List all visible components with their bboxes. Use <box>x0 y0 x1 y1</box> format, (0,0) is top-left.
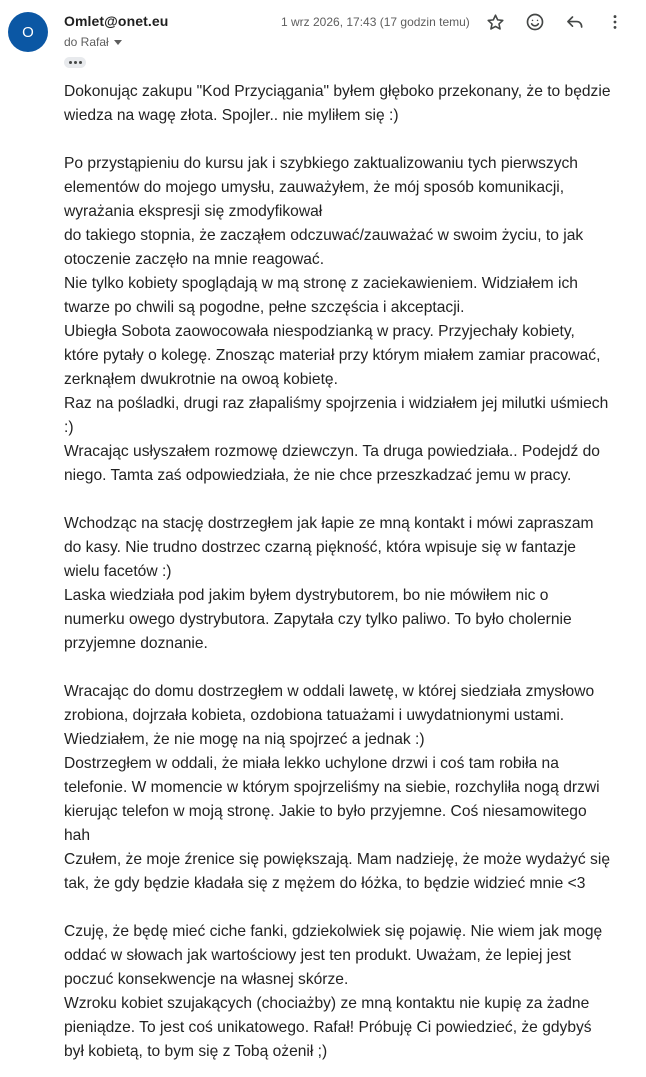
body-line: wielu facetów :) <box>64 563 172 580</box>
caret-down-icon <box>114 40 122 45</box>
body-line: numerku owego dystrybutora. Zapytała czy tylko paliwo. To było cholernie <box>64 611 572 628</box>
star-icon[interactable] <box>483 10 507 34</box>
dot <box>74 61 77 64</box>
body-line: Po przystąpieniu do kursu jak i szybkiego zaktualizowaniu tych pierwszych <box>64 155 578 172</box>
body-line: Wracając do domu dostrzegłem w oddali lawetę, w której siedziała zmysłowo <box>64 683 595 700</box>
body-line: wyrażania ekspresji się zmodyfikował <box>64 203 323 220</box>
message-body <box>64 80 634 1064</box>
body-line: Wzroku kobiet szujakących (chociażby) ze mną kontaktu nie kupię za żadne <box>64 995 590 1012</box>
paragraph <box>64 920 634 1064</box>
body-line: telefonie. W momencie w którym spojrzeliśmy na siebie, rozchyliła nogą drzwi <box>64 779 600 796</box>
body-line: przyjemne doznanie. <box>64 635 208 652</box>
paragraph <box>64 512 634 656</box>
reply-icon[interactable] <box>563 10 587 34</box>
paragraph <box>64 152 634 488</box>
body-line: otoczenie zaczęło na mnie reagować. <box>64 251 325 268</box>
sender-avatar[interactable]: O <box>8 12 48 52</box>
body-line: hah <box>64 827 91 844</box>
dot <box>69 61 72 64</box>
body-line: poczuć konsekwencje na własnej skórze. <box>64 971 349 988</box>
body-line: :) <box>64 419 74 436</box>
body-line: kierując telefon w moją stronę. Jakie to było przyjemne. Coś niesamowitego <box>64 803 587 820</box>
body-line: Raz na pośladki, drugi raz złapaliśmy spojrzenia i widziałem jej milutki uśmiech <box>64 395 609 412</box>
paragraph <box>64 680 634 896</box>
paragraph <box>64 80 634 128</box>
body-line: Dostrzegłem w oddali, że miała lekko uchylone drzwi i coś tam robiła na <box>64 755 559 772</box>
body-line: zrobiona, dojrzała kobieta, ozdobiona tatuażami i uwydatnionymi ustami. <box>64 707 565 724</box>
body-line: oddać w słowach jak wartościowy jest ten produkt. Uważam, że lepiej jest <box>64 947 572 964</box>
body-line: był kobietą, to bym się z Tobą ożenił ;) <box>64 1043 328 1060</box>
body-line: pieniądze. To jest coś unikatowego. Rafał! Próbuję Ci powiedzieć, że gdybyś <box>64 1019 592 1036</box>
sender-name[interactable]: Omlet@onet.eu <box>64 13 169 29</box>
message-header <box>0 0 646 80</box>
body-line: Ubiegła Sobota zaowocowała niespodzianką w pracy. Przyjechały kobiety, <box>64 323 575 340</box>
body-line: tak, że gdy będzie kładała się z mężem do łóżka, to będzie widzieć mnie <3 <box>64 875 586 892</box>
show-trimmed-content-button[interactable] <box>64 57 86 68</box>
body-line: które pytały o kolegę. Znosząc materiał przy którym miałem zamiar pracować, <box>64 347 601 364</box>
body-line: Wiedziałem, że nie mogę na nią spojrzeć a jednak :) <box>64 731 425 748</box>
body-line: niego. Tamta zaś odpowiedziała, że nie chce przeszkadzać jemu w pracy. <box>64 467 572 484</box>
body-line: Laska wiedziała pod jakim byłem dystrybutorem, bo nie mówiłem nic o <box>64 587 549 604</box>
body-line: Wchodząc na stację dostrzegłem jak łapie ze mną kontakt i mówi zapraszam <box>64 515 594 532</box>
message-date: 1 wrz 2026, 17:43 (17 godzin temu) <box>281 15 470 29</box>
emoji-icon[interactable] <box>523 10 547 34</box>
body-line: Czuję, że będę mieć ciche fanki, gdziekolwiek się pojawię. Nie wiem jak mogę <box>64 923 603 940</box>
recipient-details-toggle[interactable] <box>64 35 122 49</box>
body-line: Czułem, że moje źrenice się powiększają. Mam nadzieję, że może wydażyć się <box>64 851 610 868</box>
body-line: elementów do mojego umysłu, zauważyłem, że mój sposób komunikacji, <box>64 179 565 196</box>
body-line: wiedza na wagę złota. Spojler.. nie myliłem się :) <box>64 107 399 124</box>
body-line: zerknąłem dwukrotnie na owoą kobietę. <box>64 371 338 388</box>
body-line: do kasy. Nie trudno dostrzec czarną piękność, która wpisuje się w fantazje <box>64 539 576 556</box>
more-vert-icon[interactable] <box>603 10 627 34</box>
body-line: twarze po chwili są pogodne, pełne szczęścia i akceptacji. <box>64 299 465 316</box>
body-line: do takiego stopnia, że zacząłem odczuwać/zauważać w swoim życiu, to jak <box>64 227 584 244</box>
dot <box>79 61 82 64</box>
body-line: Dokonując zakupu "Kod Przyciągania" byłem głęboko przekonany, że to będzie <box>64 83 611 100</box>
recipient-label: do Rafał <box>64 35 109 49</box>
body-line: Nie tylko kobiety spoglądają w mą stronę z zaciekawieniem. Widziałem ich <box>64 275 578 292</box>
body-line: Wracając usłyszałem rozmowę dziewczyn. Ta druga powiedziała.. Podejdź do <box>64 443 600 460</box>
